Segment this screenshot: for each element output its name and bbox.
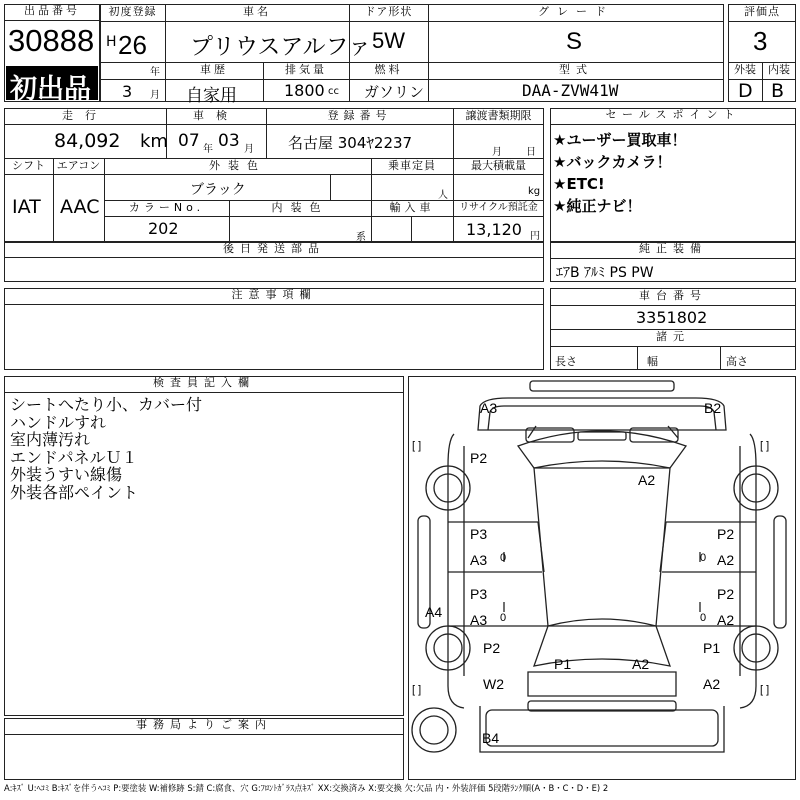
exterior-label: 外装 [734, 63, 756, 76]
mark-right-rear-door-p: P2 [717, 586, 735, 602]
mark-left-fender: P2 [470, 450, 488, 466]
exterior-color: ブラック [190, 182, 246, 198]
plate-number: 名古屋 304ﾔ2237 [288, 134, 413, 152]
bracket-mark: [ ] [412, 440, 422, 452]
legend-text: A:ｷｽﾞ U:ﾍｺﾐ B:ｷｽﾞを伴うﾍｺﾐ P:要塗装 W:補修跡 S:錆 C:腐食、穴 G:ﾌﾛﾝﾄｶﾞﾗｽ点ｷｽﾞ XX:交換済み X:要交換 欠:欠品 内・外装評価 5段階ﾗﾝｸ順(A・B・C・D・E) 2 [4, 783, 609, 793]
registration-year: 26 [118, 30, 147, 60]
mark-left-rear-w2: W2 [483, 676, 504, 692]
capacity-unit: 人 [438, 190, 448, 201]
displacement-label: 排気量 [285, 63, 327, 76]
interior-grade: B [771, 80, 785, 102]
mark-right-quarter: P1 [703, 640, 721, 656]
mark-right-front-door-p: P2 [717, 526, 735, 542]
inspector-notes [10, 396, 202, 501]
mark-right-front-door-a: A2 [717, 552, 735, 568]
score-label: 評価点 [744, 5, 780, 18]
height-label: 高さ [726, 355, 748, 368]
mileage: 84,092 [54, 130, 121, 152]
chassis-label: 車台番号 [639, 289, 707, 302]
width-label: 幅 [647, 355, 658, 368]
equipment-label: 純正装備 [550, 242, 796, 259]
grade-label: グレード [538, 5, 614, 18]
load-unit: kg [528, 186, 541, 197]
model-label: 型式 [559, 63, 593, 76]
mark-zero: 0 [700, 612, 707, 624]
history: 自家用 [186, 86, 237, 106]
capacity-label: 乗車定員 [388, 159, 436, 172]
inspector-note-line: エンドパネルＵ１ [10, 447, 138, 467]
inspector-note-line: 外装うすい線傷 [10, 465, 123, 484]
max-load-label: 最大積載量 [471, 159, 526, 172]
sales-point: ★ユーザー買取車！ [553, 131, 687, 149]
km-unit: km [140, 131, 168, 152]
mark-zero: 0 [700, 552, 707, 564]
fuel: ガソリン [364, 83, 425, 101]
mark-left-rear-door-p: P3 [470, 586, 488, 602]
mark-left-sill: A4 [425, 604, 443, 620]
interior-color-label: 内装色 [271, 201, 329, 214]
bracket-mark: [ ] [760, 440, 770, 452]
transfer-day-unit: 日 [526, 147, 536, 158]
yen-unit: 円 [530, 231, 540, 242]
first-registration-label: 初度登録 [108, 5, 157, 18]
month-unit: 月 [150, 90, 160, 101]
sales-point: ★ETC! [553, 175, 605, 193]
history-label: 車歴 [200, 63, 228, 76]
sales-points-label: セールスポイント [550, 108, 796, 125]
inspector-note-line: ハンドルすれ [10, 412, 107, 432]
notes-label: 注意事項欄 [4, 288, 544, 305]
sales-point: ★純正ナビ！ [553, 197, 642, 215]
inspection-month-unit: 月 [244, 144, 254, 155]
car-name: プリウスアルファ [190, 33, 372, 59]
model-code: DAA-ZVW41W [522, 81, 619, 100]
import-label: 輸入車 [389, 201, 435, 214]
first-listing-text: 初出品 [10, 74, 91, 105]
color-number-label: カラーNo. [128, 201, 205, 214]
transfer-month-unit: 月 [492, 147, 502, 158]
later-parts-label: 後日発送部品 [4, 242, 544, 258]
inspection-label: 車検 [193, 109, 239, 122]
bracket-mark: [ ] [760, 684, 770, 696]
mileage-label: 走行 [62, 109, 108, 122]
color-number: 202 [148, 219, 179, 238]
inspector-notes-label: 検査員記入欄 [4, 376, 404, 393]
shift-type: IAT [12, 196, 41, 218]
lot-number: 30888 [8, 23, 95, 58]
inspector-note-line: 外装各部ペイント [10, 482, 139, 502]
cc-unit: cc [328, 86, 339, 97]
recycle-fee-label: リサイクル預託金 [459, 202, 538, 213]
era-mark: H [106, 34, 117, 50]
transfer-deadline-label: 譲渡書類期限 [465, 109, 532, 122]
interior-color-unit: 系 [356, 232, 366, 243]
exterior-grade: D [738, 80, 753, 102]
mark-hood: A2 [638, 472, 656, 488]
recycle-fee: 13,120 [466, 220, 522, 239]
chassis-number: 3351802 [636, 308, 708, 327]
mileage-section [4, 108, 544, 242]
car-diagram [408, 376, 796, 780]
inspection-year-unit: 年 [203, 144, 213, 155]
length-label: 長さ [555, 355, 577, 368]
registration-month: 3 [122, 82, 133, 101]
overall-score: 3 [753, 26, 768, 56]
plate-label: 登録番号 [327, 109, 392, 122]
ac-label: エアコン [56, 159, 101, 172]
inspection-year: 07 [178, 131, 200, 151]
inspector-note-line: シートへたり小、カバー付 [10, 395, 203, 414]
year-unit: 年 [150, 67, 160, 78]
grade: S [566, 28, 583, 55]
mark-left-front-door-a: A3 [470, 552, 488, 568]
mark-left-front-door-p: P3 [470, 526, 488, 542]
mark-right-rear-door-a: A2 [717, 612, 735, 628]
mark-left-quarter: P2 [483, 640, 501, 656]
door-type: 5W [372, 28, 405, 53]
sales-points-list [553, 129, 686, 217]
mark-front-left: A3 [480, 400, 498, 416]
shift-label: シフト [12, 159, 45, 172]
bracket-mark: [ ] [412, 684, 422, 696]
exterior-color-label: 外装色 [209, 159, 266, 172]
mark-zero: 0 [500, 612, 507, 624]
lot-number-label: 出品番号 [4, 4, 100, 21]
ac-type: AAC [60, 196, 100, 218]
sales-point: ★バックカメラ！ [553, 153, 672, 171]
mark-rear-p1: P1 [554, 656, 572, 672]
interior-label: 内装 [768, 63, 790, 76]
car-name-label: 車名 [243, 5, 271, 18]
mark-rear-a2: A2 [632, 656, 650, 672]
inspector-note-line: 室内薄汚れ [10, 430, 91, 449]
inspection-month: 03 [218, 131, 240, 151]
fuel-label: 燃料 [374, 63, 403, 76]
mark-zero: 0 [500, 552, 507, 564]
spec-label: 諸元 [656, 330, 690, 343]
displacement: 1800 [284, 81, 325, 100]
office-notice-label: 事務局よりご案内 [4, 718, 404, 735]
equipment-list: ｴｱB ｱﾙﾐ PS PW [556, 265, 654, 281]
mark-left-rear-door-a: A3 [470, 612, 488, 628]
mark-rear-bumper: B4 [482, 730, 500, 746]
mark-front-right: B2 [704, 400, 722, 416]
mark-right-rear-a2: A2 [703, 676, 721, 692]
door-label: ドア形状 [364, 5, 413, 18]
